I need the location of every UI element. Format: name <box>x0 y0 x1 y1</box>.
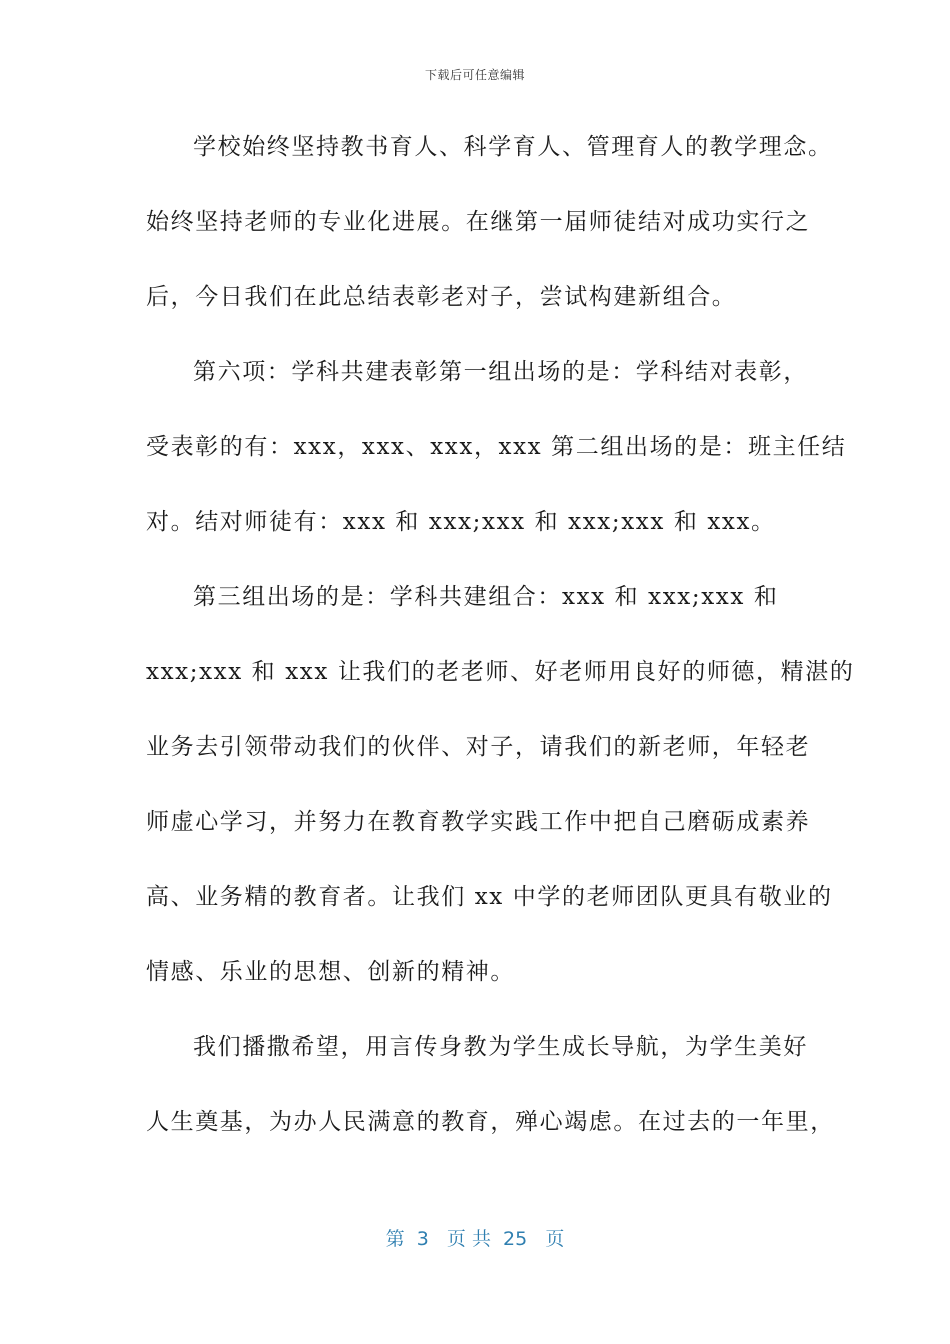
page-number-footer: 第 3 页 共 25 页 <box>385 1228 565 1250</box>
text-line: 我们播撒希望，用言传身教为学生成长导航，为学生美好 <box>193 1034 808 1060</box>
text-line: 第三组出场的是：学科共建组合：xxx 和 xxx;xxx 和 <box>193 584 779 610</box>
text-line: 受表彰的有：xxx，xxx、xxx，xxx 第二组出场的是：班主任结 <box>146 434 847 460</box>
text-line: xxx;xxx 和 xxx 让我们的老老师、好老师用良好的师德，精湛的 <box>146 659 855 685</box>
text-line: 人生奠基，为办人民满意的教育，殚心竭虑。在过去的一年里， <box>146 1109 835 1135</box>
document-body <box>146 122 855 1172</box>
page-header-note: 下载后可任意编辑 <box>424 68 525 82</box>
text-line: 第六项：学科共建表彰第一组出场的是：学科结对表彰， <box>193 359 808 385</box>
text-line: 高、业务精的教育者。让我们 xx 中学的老师团队更具有敬业的 <box>146 884 833 910</box>
text-line: 情感、乐业的思想、创新的精神。 <box>146 959 515 985</box>
text-line: 始终坚持老师的专业化进展。在继第一届师徒结对成功实行之 <box>146 209 811 235</box>
text-line: 师虚心学习，并努力在教育教学实践工作中把自己磨砺成素养 <box>146 809 811 835</box>
text-line: 对。结对师徒有：xxx 和 xxx;xxx 和 xxx;xxx 和 xxx。 <box>146 509 776 535</box>
text-line: 业务去引领带动我们的伙伴、对子，请我们的新老师，年轻老 <box>146 734 811 760</box>
text-line: 学校始终坚持教书育人、科学育人、管理育人的教学理念。 <box>193 134 833 160</box>
text-line: 后，今日我们在此总结表彰老对子，尝试构建新组合。 <box>146 284 737 310</box>
